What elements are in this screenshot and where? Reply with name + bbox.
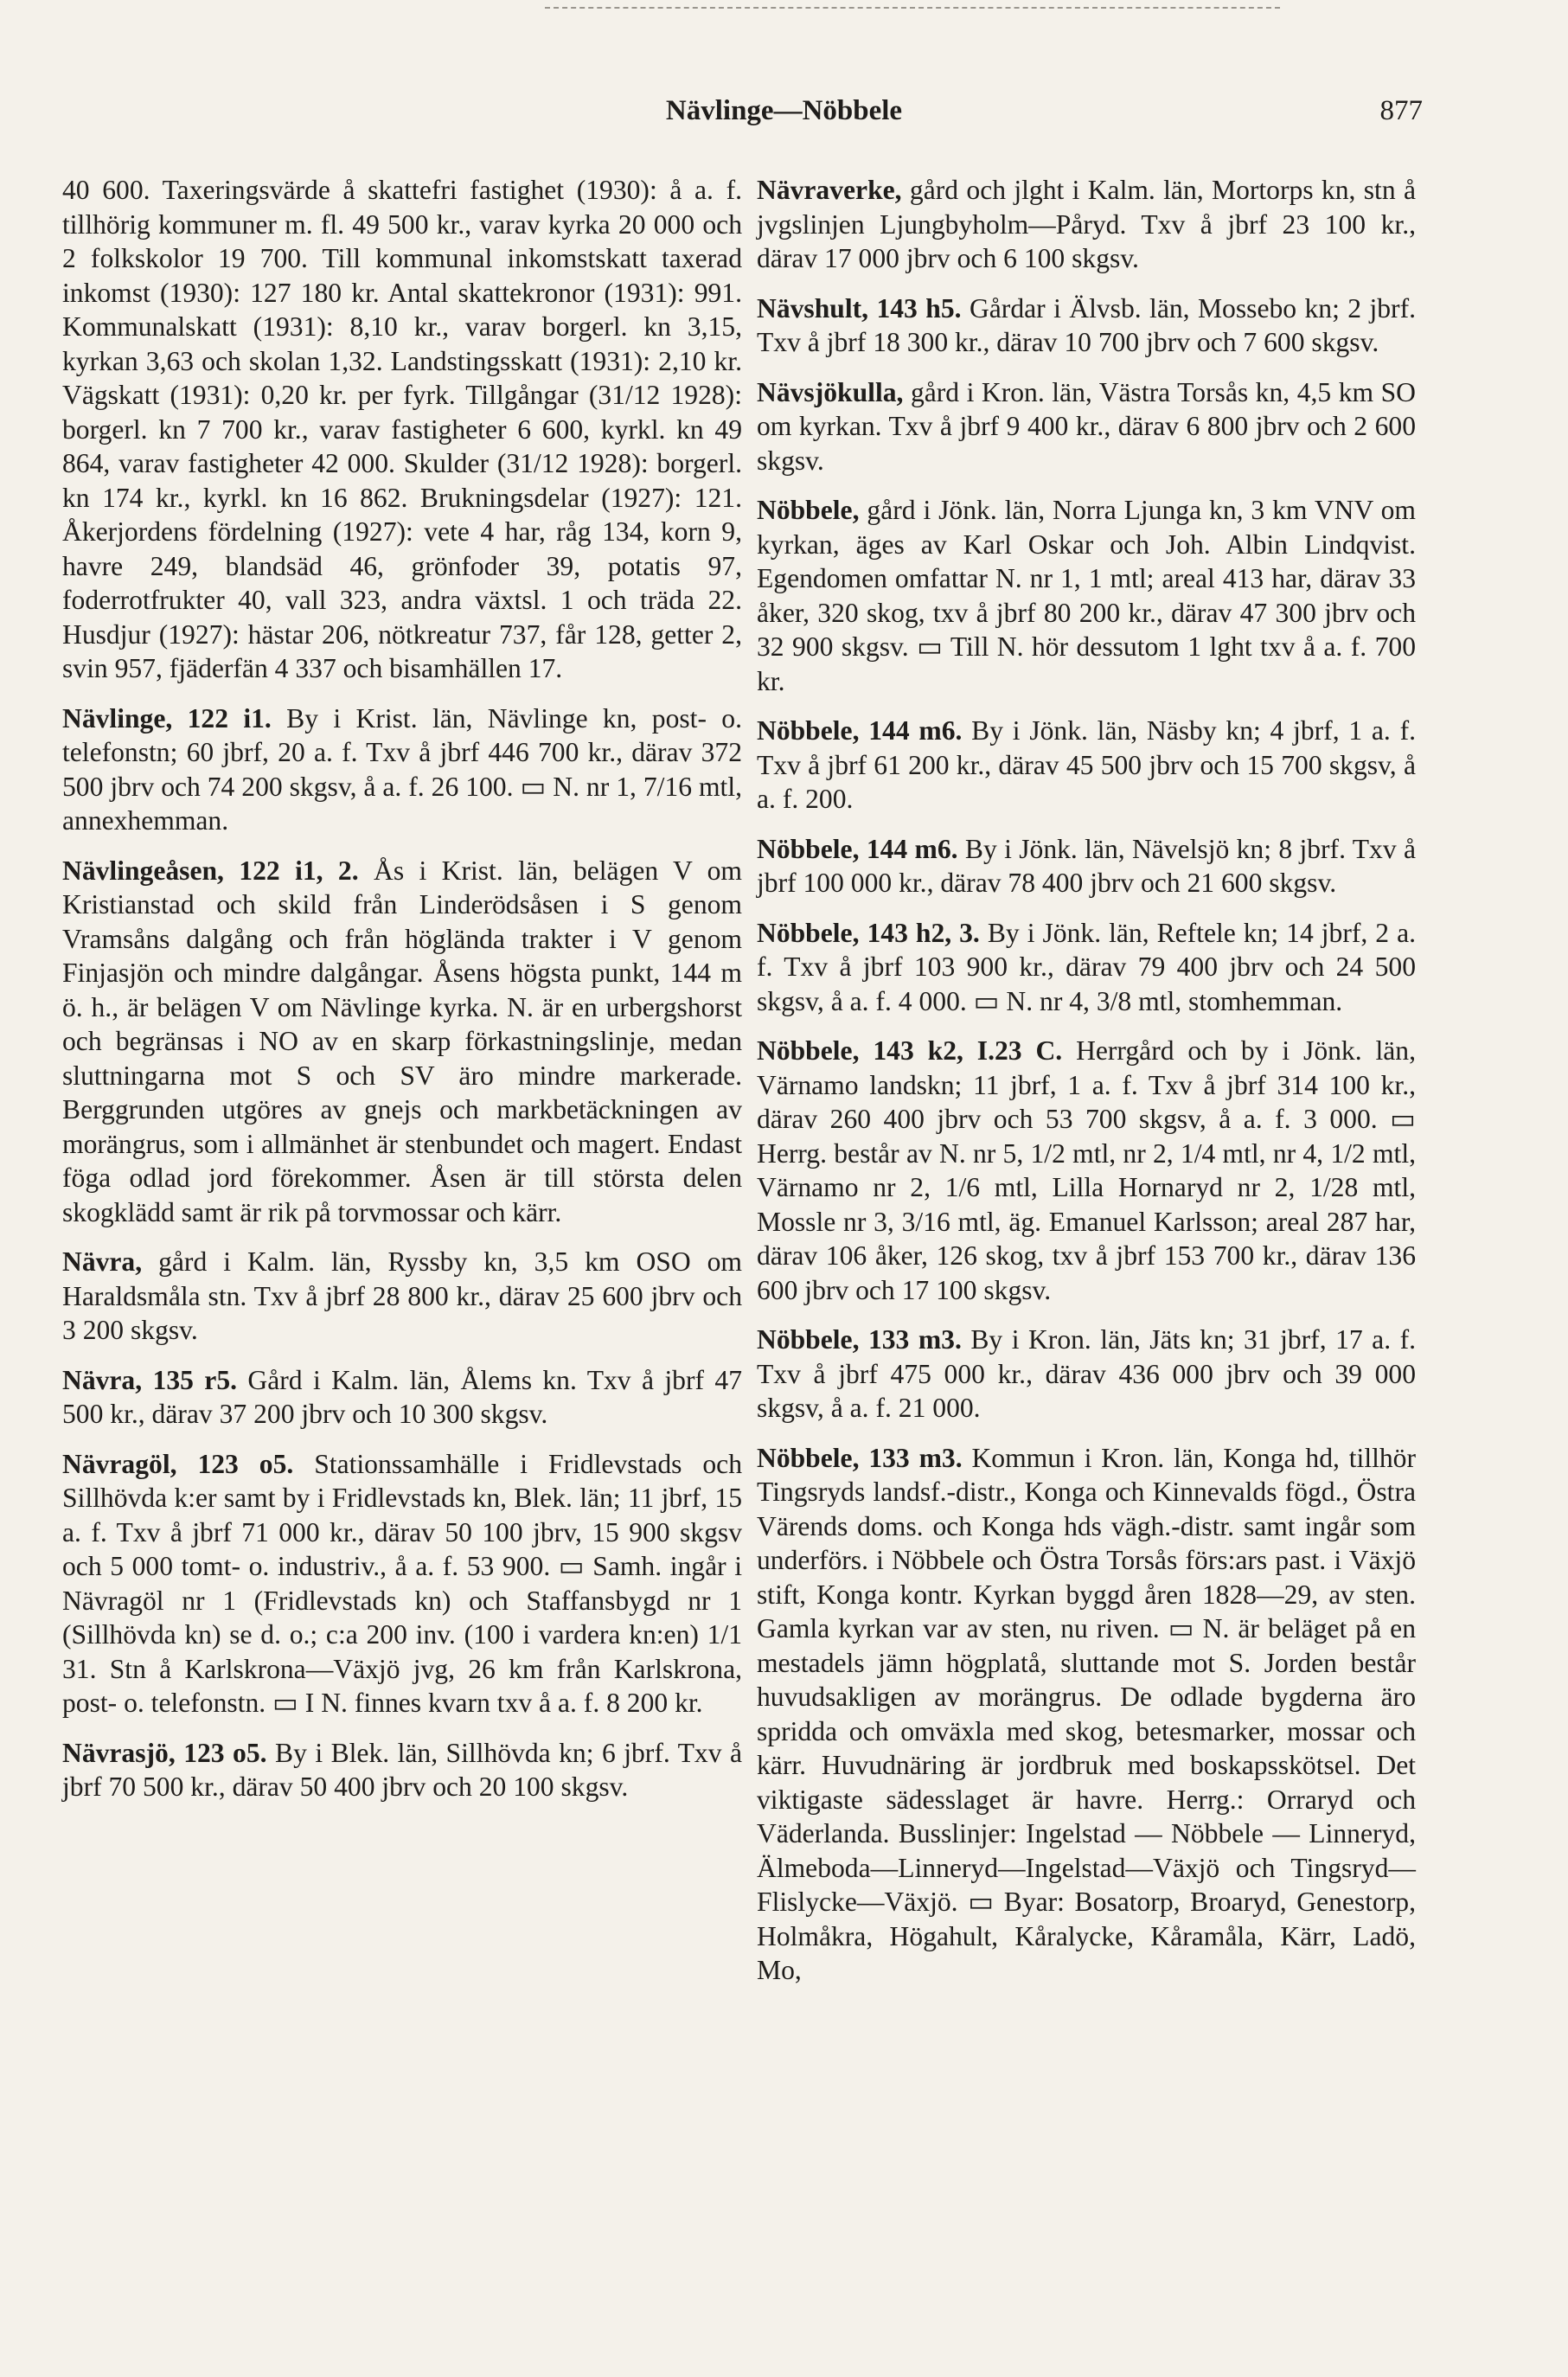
- entry-text: Gårdar i Älvsb. län, Mossebo kn; 2 jbrf. Txv å jbrf 18 300 kr., därav 10 700 jbrv och 7 600 skgsv.: [757, 292, 1416, 357]
- entry-text: By i Jönk. län, Nävelsjö kn; 8 jbrf. Txv å jbrf 100 000 kr., därav 78 400 jbrv och 21 600 skgsv.: [757, 833, 1416, 898]
- entry-text: gård och jlght i Kalm. län, Mortorps kn, stn å jvgslinjen Ljungbyholm—Påryd. Txv å jbrf 23 100 kr., därav 17 000 jbrv och 6 100 skgsv.: [757, 175, 1416, 273]
- dictionary-entry: [757, 1323, 1416, 1426]
- entry-text: 40 600. Taxeringsvärde å skattefri fastighet (1930): å a. f. tillhörig kommuner m. fl. 49 500 kr., varav kyrka 20 000 och 2 folkskolor 19 700. Till kommunal inkomstskatt taxerad inkomst (1930): 127 180 kr. Antal skattekronor (1931): 991. Kommunalskatt (1931): 8,10 kr., varav borgerl. kn 3,15, kyrkan 3,63 och skolan 1,32. Landstingsskatt (1931): 2,10 kr. Vägskatt (1931): 0,20 kr. per fyrk. Tillgångar (31/12 1928): borgerl. kn 7 700 kr., varav fastigheter 6 600, kyrkl. kn 49 864, varav fastigheter 42 000. Skulder (31/12 1928): borgerl. kn 174 kr., kyrkl. kn 16 862. Brukningsdelar (1927): 121. Åkerjordens fördelning (1927): vete 4 har, råg 134, korn 9, havre 249, blandsäd 46, grönfoder 39, potatis 97, foderrotfrukter 40, vall 323, andra växtsl. 1 och träda 22. Husdjur (1927): hästar 206, nötkreatur 737, får 128, getter 2, svin 957, fjäderfän 4 337 och bisamhällen 17.: [62, 175, 742, 683]
- entry-headword: Nävshult, 143 h5.: [757, 292, 962, 324]
- dictionary-entry: [62, 702, 742, 838]
- entry-headword: Nävlingeåsen, 122 i1, 2.: [62, 855, 359, 886]
- dictionary-entry: [757, 292, 1416, 360]
- entry-text: Ås i Krist. län, belägen V om Kristianstad och skild från Linderödsåsen i S genom Vramsåns dalgång och från höglända trakter i V genom Finjasjön och mindre dalgångar. Åsens högsta punkt, 144 m ö. h., är belägen V om Nävlinge kyrka. N. är en urbergshorst och begränsas i NO av en skarp förkastningslinje, medan sluttningarna mot S och SV äro mindre markerade. Berggrunden utgöres av gnejs och markbetäckningen av morängrus, som i allmänhet är stenbundet och magert. Endast föga odlad jord förekommer. Åsen är till största delen skogklädd samt är rik på torvmossar och kärr.: [62, 855, 742, 1227]
- entry-headword: Nävrasjö, 123 o5.: [62, 1737, 267, 1768]
- dictionary-entry: [757, 375, 1416, 478]
- entry-headword: Nävlinge, 122 i1.: [62, 702, 272, 734]
- entry-text: Stationssamhälle i Fridlevstads och Sillhövda k:er samt by i Fridlevstads kn, Blek. län; 11 jbrf, 15 a. f. Txv å jbrf 71 000 kr., därav 50 100 jbrv, 15 900 skgsv och 5 000 tomt- o. industriv., å a. f. 53 900. ▭ Samh. ingår i Nävragöl nr 1 (Fridlevstads kn) och Staffansbygd nr 1 (Sillhövda kn) se d. o.; c:a 200 inv. (100 i varderа kn:en) 1/1 31. Stn å Karlskrona—Växjö jvg, 26 km från Karlskrona, post- o. telefonstn. ▭ I N. finnes kvarn txv å a. f. 8 200 kr.: [62, 1448, 742, 1718]
- entry-headword: Nöbbele, 133 m3.: [757, 1324, 962, 1355]
- entry-headword: Nävragöl, 123 o5.: [62, 1448, 294, 1479]
- dictionary-entry: [757, 916, 1416, 1019]
- entry-headword: Nöbbele,: [757, 495, 860, 525]
- running-title: Nävlinge—Nöbbele: [665, 95, 903, 126]
- entry-headword: Nöbbele, 143 h2, 3.: [757, 917, 980, 948]
- entry-text: By i Jönk. län, Reftele kn; 14 jbrf, 2 a. f. Txv å jbrf 103 900 kr., därav 79 400 jbrv och 24 500 skgsv, å a. f. 4 000. ▭ N. nr 4, 3/8 mtl, stomhemman.: [757, 917, 1417, 1016]
- entry-headword: Nöbbele, 133 m3.: [757, 1442, 963, 1473]
- entry-headword: Nöbbele, 144 m6.: [757, 715, 963, 746]
- top-edge-rule: [545, 7, 1280, 9]
- entry-text: Gård i Kalm. län, Ålems kn. Txv å jbrf 47 500 kr., därav 37 200 jbrv och 10 300 skgsv.: [62, 1364, 742, 1429]
- dictionary-entry: [757, 173, 1416, 276]
- entry-headword: Nävsjökulla,: [757, 376, 904, 407]
- dictionary-entry: [62, 854, 742, 1230]
- entry-text: gård i Kron. län, Västra Torsås kn, 4,5 km SO om kyrkan. Txv å jbrf 9 400 kr., därav 6 800 jbrv och 2 600 skgsv.: [757, 376, 1416, 476]
- entry-headword: Nävra,: [62, 1246, 143, 1277]
- entry-text: By i Kron. län, Jäts kn; 31 jbrf, 17 a. f. Txv å jbrf 475 000 kr., därav 436 000 jbrv och 39 000 skgsv, å a. f. 21 000.: [757, 1324, 1416, 1423]
- entry-headword: Nöbbele, 143 k2, I.23 C.: [757, 1035, 1063, 1066]
- page-number: 877: [1379, 95, 1423, 126]
- dictionary-entry: [757, 832, 1416, 900]
- dictionary-entry: [62, 1245, 742, 1348]
- dictionary-entry: [757, 1441, 1416, 1988]
- dictionary-entry: [62, 1363, 742, 1432]
- entry-headword: Nävra, 135 r5.: [62, 1364, 238, 1395]
- entry-text: gård i Kalm. län, Ryssby kn, 3,5 km OSO om Haraldsmåla stn. Txv å jbrf 28 800 kr., därav 25 600 jbrv och 3 200 skgsv.: [62, 1246, 742, 1345]
- entry-text: gård i Jönk. län, Norra Ljunga kn, 3 km VNV om kyrkan, äges av Karl Oskar och Joh. Albin Lindqvist. Egendomen omfattar N. nr 1, 1 mtl; areal 413 har, därav 33 åker, 320 skog, txv å jbrf 80 200 kr., därav 47 300 jbrv och 32 900 skgsv. ▭ Till N. hör dessutom 1 lght txv å a. f. 700 kr.: [757, 495, 1416, 696]
- entry-text: By i Blek. län, Sillhövda kn; 6 jbrf. Txv å jbrf 70 500 kr., därav 50 400 jbrv och 20 100 skgsv.: [62, 1737, 742, 1802]
- entry-headword: Nöbbele, 144 m6.: [757, 833, 958, 864]
- dictionary-entry: [62, 1447, 742, 1720]
- entry-text: Herrgård och by i Jönk. län, Värnamo landskn; 11 jbrf, 1 a. f. Txv å jbrf 314 100 kr., därav 260 400 jbrv och 53 700 skgsv, å a. f. 3 000. ▭ Herrg. består av N. nr 5, 1/2 mtl, nr 2, 1/4 mtl, nr 4, 1/2 mtl, Värnamo nr 2, 1/6 mtl, Lilla Hornaryd nr 2, 1/28 mtl, Mossle nr 3, 3/16 mtl, äg. Emanuel Karlsson; areal 287 har, därav 106 åker, 126 skog, txv å jbrf 153 700 kr., därav 136 600 jbrv och 17 100 skgsv.: [757, 1035, 1416, 1305]
- dictionary-entry: [62, 173, 742, 686]
- left-column: [62, 173, 742, 1820]
- page-header: [0, 95, 1568, 147]
- dictionary-entry: [757, 714, 1416, 817]
- right-column: [757, 173, 1416, 2003]
- dictionary-entry: [62, 1736, 742, 1804]
- entry-text: By i Jönk. län, Näsby kn; 4 jbrf, 1 a. f. Txv å jbrf 61 200 kr., därav 45 500 jbrv och 15 700 skgsv, å a. f. 200.: [757, 715, 1417, 814]
- entry-text: By i Krist. län, Nävlinge kn, post- o. telefonstn; 60 jbrf, 20 a. f. Txv å jbrf 446 700 kr., därav 372 500 jbrv och 74 200 skgsv, å a. f. 26 100. ▭ N. nr 1, 7/16 mtl, annexhemman.: [62, 702, 743, 836]
- dictionary-entry: [757, 493, 1416, 698]
- dictionary-entry: [757, 1034, 1416, 1307]
- entry-headword: Nävraverke,: [757, 175, 902, 205]
- entry-text: Kommun i Kron. län, Konga hd, tillhör Tingsryds landsf.-distr., Konga och Kinnevalds fögd., Östra Värends doms. och Konga hds vägh.-distr. samt ingår som underförs. i Nöbbele och Östra Torsås förs:ars past. i Växjö stift, Konga kontr. Kyrkan byggd åren 1828—29, av sten. Gamla kyrkan var av sten, nu riven. ▭ N. är beläget på en mestadels jämn högplatå, sluttande mot S. Jorden består huvudsakligen av morängrus. De odlade bygderna äro spridda och omväxla med skog, betesmarker, mossar och kärr. Huvudnäring är jordbruk med boskapsskötsel. Det viktigaste sädesslaget är havre. Herrg.: Orraryd och Väderlanda. Busslinjer: Ingelstad — Nöbbele — Linneryd, Älmeboda—Linneryd—Ingelstad—Växjö och Tingsryd—Flislycke—Växjö. ▭ Byar: Bosatorp, Broaryd, Genestorp, Holmåkra, Högahult, Kåralycke, Kåramåla, Kärr, Ladö, Mo,: [757, 1442, 1416, 1985]
